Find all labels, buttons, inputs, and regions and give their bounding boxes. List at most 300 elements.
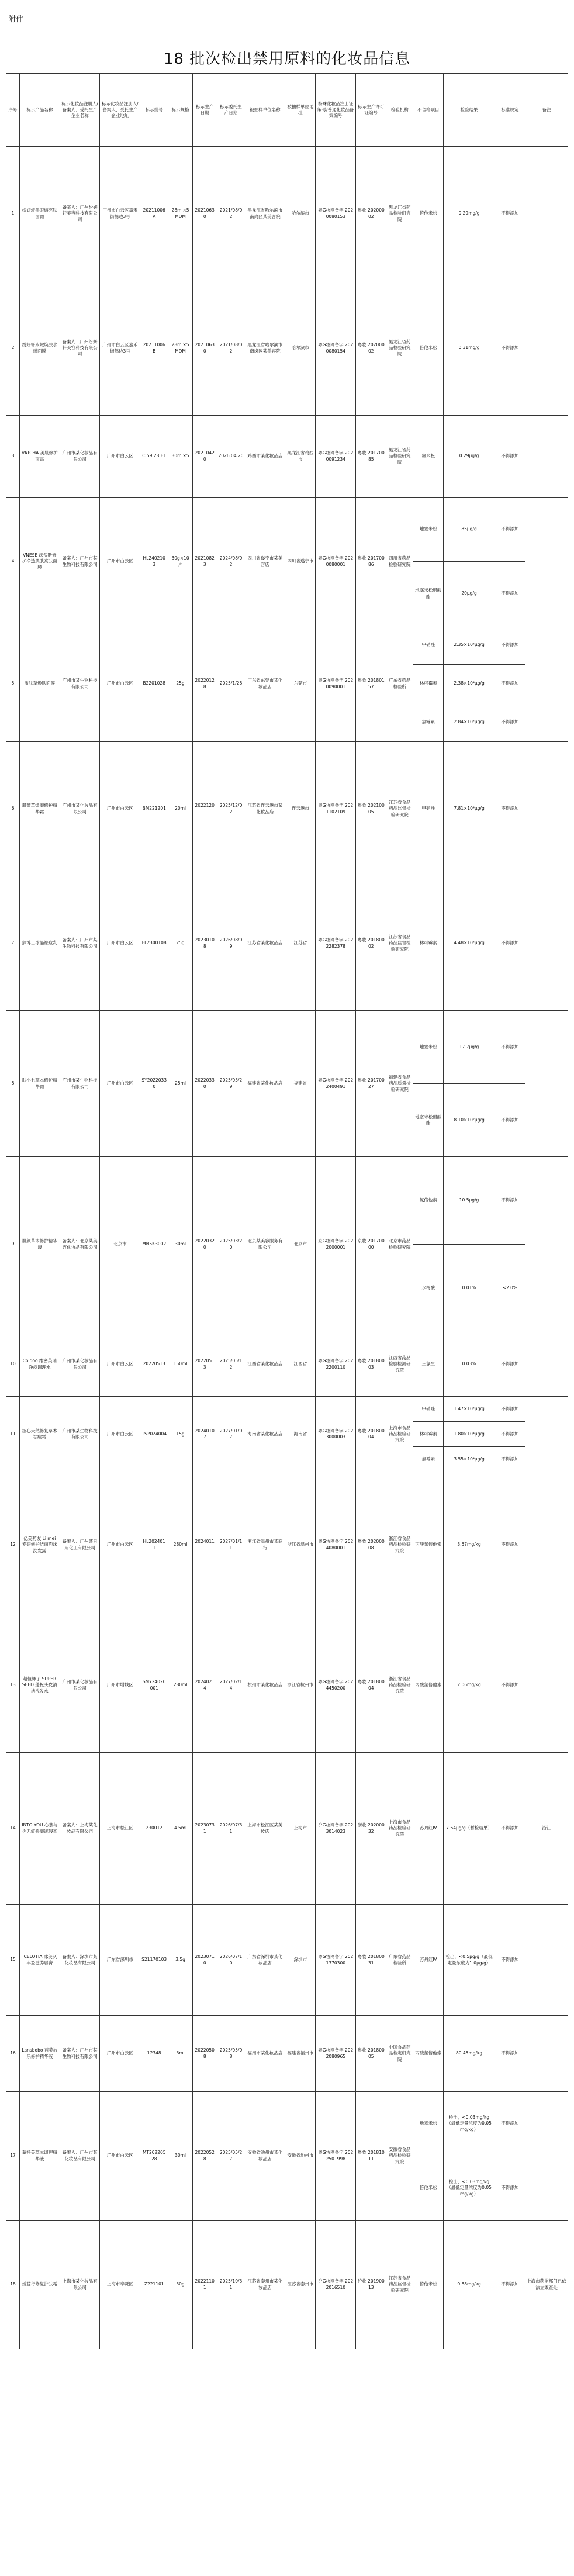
cell-spec: 30g×10片: [168, 498, 193, 626]
cell-sampled: 上海市松江区某美妆店: [245, 1753, 285, 1905]
cell-note: [525, 1397, 568, 1472]
table-row: [6, 2221, 568, 2349]
cell-std: ≤2.0%: [495, 1245, 525, 1332]
cell-note: [525, 498, 568, 626]
cell-note: 上海市药监部门已依法立案查处: [525, 2221, 568, 2349]
cell-address: 广州市白云区嘉禾街鹤边3号: [100, 281, 140, 416]
cell-company: 备案人：广州市某生物科技有限公司: [60, 876, 100, 1011]
cell-company: 广州市某生物科技有限公司: [60, 1397, 100, 1472]
cell-address: 上海市松江区: [100, 1753, 140, 1905]
cell-std: 不得添加: [495, 1011, 525, 1084]
cell-entrust-date: 2026.04.20: [217, 416, 245, 498]
cell-name: INTO YOU 心慕与你无痕修颜遮瑕膏: [19, 1753, 60, 1905]
cell-license: 粤妆 20180003: [356, 1332, 386, 1397]
cell-no: 9: [6, 1157, 20, 1332]
cell-note: [525, 1472, 568, 1618]
column-header: 备注: [525, 74, 568, 147]
cell-no: 7: [6, 876, 20, 1011]
cell-result: 检出，<0.03mg/kg（最低定量浓度为0.05mg/kg）: [444, 2092, 495, 2156]
cell-reg-no: 粤G妆网备字 2020080154: [316, 281, 356, 416]
table-row: [6, 281, 568, 416]
cell-item: 倍他米松: [413, 2221, 444, 2349]
cell-sampled-addr: 江苏省: [285, 876, 316, 1011]
cell-note: [525, 626, 568, 742]
cell-spec: 28ml×5 MDM: [168, 281, 193, 416]
cell-sampled-addr: 东莞市: [285, 626, 316, 742]
cell-company: 广州市某生物科技有限公司: [60, 626, 100, 742]
cell-sampled: 福建省某化妆品店: [245, 1011, 285, 1157]
cell-spec: 3ml: [168, 2016, 193, 2092]
column-header: 标示批号: [140, 74, 168, 147]
cell-address: 广州市白云区: [100, 416, 140, 498]
cell-note: [525, 416, 568, 498]
cell-entrust-date: 2025/1/28: [217, 626, 245, 742]
cell-prod-date: 20220330: [192, 1011, 217, 1157]
cell-entrust-date: 2025/05/27: [217, 2092, 245, 2221]
cell-no: 13: [6, 1618, 20, 1753]
column-header: 被抽样单位地址: [285, 74, 316, 147]
cell-note: [525, 281, 568, 416]
cell-address: 广州市白云区: [100, 742, 140, 876]
cell-lab: 江西省药品检验检测研究院: [386, 1332, 413, 1397]
cell-prod-date: 20220128: [192, 626, 217, 742]
cell-sampled: 江苏省泰州市某化妆品店: [245, 2221, 285, 2349]
table-row: [6, 1472, 568, 1618]
cell-address: 广州市白云区: [100, 1011, 140, 1157]
cell-sampled: 广东省东莞市某化妆品店: [245, 626, 285, 742]
cell-note: [525, 742, 568, 876]
cell-batch: B2201028: [140, 626, 168, 742]
cell-reg-no: 粤G妆网备字 2024080001: [316, 1472, 356, 1618]
cell-spec: 30ml: [168, 1157, 193, 1332]
cell-note: [525, 1157, 568, 1332]
cell-sampled: 杭州市某化妆品店: [245, 1618, 285, 1753]
cell-address: 广州市增城区: [100, 1618, 140, 1753]
cell-license: 粤妆 20181011: [356, 2092, 386, 2221]
cell-item: 地塞米松: [413, 1011, 444, 1084]
cell-license: 沪妆 20190013: [356, 2221, 386, 2349]
cell-name: 肌蕾草焕颜修护精华霜: [19, 742, 60, 876]
cell-name: 肌颜草本修护精华液: [19, 1157, 60, 1332]
cell-prod-date: 20220528: [192, 2092, 217, 2221]
cell-reg-no: 沪G妆网备字 2022016510: [316, 2221, 356, 2349]
cell-result: 4.48×10⁴μg/g: [444, 876, 495, 1011]
cell-result: 1.47×10⁴μg/g: [444, 1397, 495, 1422]
cell-batch: HL2024011: [140, 1472, 168, 1618]
cell-std: 不得添加: [495, 1084, 525, 1157]
table-row: [6, 147, 568, 281]
cell-std: 不得添加: [495, 2092, 525, 2156]
cell-batch: HL2402103: [140, 498, 168, 626]
cell-no: 12: [6, 1472, 20, 1618]
cell-no: 18: [6, 2221, 20, 2349]
column-header: 序号: [6, 74, 20, 147]
cell-sampled-addr: 江苏省泰州市: [285, 2221, 316, 2349]
cell-item: 倍他米松: [413, 281, 444, 416]
cell-result: 0.01%: [444, 1245, 495, 1332]
table-row: [6, 1905, 568, 2016]
cell-entrust-date: 2027/01/07: [217, 1397, 245, 1472]
cell-batch: SY20220330: [140, 1011, 168, 1157]
column-header: 标示产品名称: [19, 74, 60, 147]
cell-sampled: 安徽省池州市某化妆品店: [245, 2092, 285, 2221]
cell-note: [525, 2016, 568, 2092]
table-row: [6, 416, 568, 498]
cell-item: 丙酸氯倍他索: [413, 2016, 444, 2092]
cell-note: [525, 2092, 568, 2221]
cell-std: 不得添加: [495, 742, 525, 876]
cell-entrust-date: 2024/08/02: [217, 498, 245, 626]
cell-no: 14: [6, 1753, 20, 1905]
cell-reg-no: 沪G妆网备字 2023014023: [316, 1753, 356, 1905]
cell-sampled: 海南省某化妆品店: [245, 1397, 285, 1472]
cell-note: [525, 1905, 568, 2016]
cell-address: 广州市白云区: [100, 1397, 140, 1472]
cell-name: ICELOTIA 冰美沃丰盈滋养唇膏: [19, 1905, 60, 2016]
cell-item: 倍他米松: [413, 2156, 444, 2221]
cell-spec: 4.5ml: [168, 1753, 193, 1905]
cell-address: 北京市: [100, 1157, 140, 1332]
cell-std: 不得添加: [495, 1422, 525, 1447]
cell-company: 上海市某化妆品有限公司: [60, 2221, 100, 2349]
cell-spec: 280ml: [168, 1618, 193, 1753]
cell-note: [525, 147, 568, 281]
cell-entrust-date: 2025/12/02: [217, 742, 245, 876]
table-body: [6, 147, 568, 2349]
cell-std: 不得添加: [495, 876, 525, 1011]
cell-batch: TS2024004: [140, 1397, 168, 1472]
cell-name: Lansbobo 蓝芙波乐修护精华液: [19, 2016, 60, 2092]
cell-sampled-addr: 福建省: [285, 1011, 316, 1157]
cell-sampled: 黑龙江省哈尔滨市南岗区某美容院: [245, 147, 285, 281]
cell-license: 粤妆 20210005: [356, 742, 386, 876]
cell-entrust-date: 2026/07/31: [217, 1753, 245, 1905]
cell-prod-date: 20210630: [192, 147, 217, 281]
cell-item: 氯倍他索: [413, 1157, 444, 1245]
cell-sampled-addr: 哈尔滨市: [285, 147, 316, 281]
cell-item: 林可霉素: [413, 665, 444, 703]
cell-spec: 15g: [168, 1397, 193, 1472]
cell-name: 亿美药友 Li mei 专研修护洁面泡沫洗发露: [19, 1472, 60, 1618]
table-row: [6, 742, 568, 876]
cell-result: 检出，<0.5μg/g（最低定量浓度为1.0μg/g）: [444, 1905, 495, 2016]
cell-batch: 20220513: [140, 1332, 168, 1397]
table-row: [6, 1157, 568, 1245]
cell-reg-no: 粤G妆网备字 2021102109: [316, 742, 356, 876]
cell-no: 16: [6, 2016, 20, 2092]
cell-license: 粤妆 20170086: [356, 498, 386, 626]
cell-result: 0.29mg/g: [444, 147, 495, 281]
cell-spec: 25g: [168, 626, 193, 742]
column-header: 标示生产日期: [192, 74, 217, 147]
cell-license: 粤妆 20180157: [356, 626, 386, 742]
cell-lab: 江苏省食品药品监督检验研究院: [386, 742, 413, 876]
cell-address: 广东省深圳市: [100, 1905, 140, 2016]
cell-std: 不得添加: [495, 2016, 525, 2092]
cell-prod-date: 20210420: [192, 416, 217, 498]
table-header-row: [6, 74, 568, 147]
cell-item: 地塞米松: [413, 2092, 444, 2156]
cell-item: 地塞米松: [413, 498, 444, 562]
cell-std: 不得添加: [495, 1447, 525, 1472]
cell-batch: FL2300108: [140, 876, 168, 1011]
cell-prod-date: 20220320: [192, 1157, 217, 1332]
cell-sampled: 江苏省某化妆品店: [245, 876, 285, 1011]
cell-prod-date: 20240111: [192, 1472, 217, 1618]
cell-item: 甲硝唑: [413, 742, 444, 876]
column-header: 标准规定: [495, 74, 525, 147]
cell-sampled: 鸡西市某化妆品店: [245, 416, 285, 498]
cell-name: 熊博士冰晶祛痘乳: [19, 876, 60, 1011]
cell-address: 广州市白云区: [100, 2092, 140, 2221]
cell-name: 超值柿子 SUPER SEED 蓬松头皮清洁洗发水: [19, 1618, 60, 1753]
cell-lab: 黑龙江省药品检验研究院: [386, 416, 413, 498]
cell-reg-no: 粤G妆网备字 2022080965: [316, 2016, 356, 2092]
cell-note: [525, 1618, 568, 1753]
cell-sampled-addr: 四川省遂宁市: [285, 498, 316, 626]
cell-result: 20μg/g: [444, 562, 495, 626]
cell-reg-no: 粤G妆网备字 2024450200: [316, 1618, 356, 1753]
cell-std: 不得添加: [495, 1332, 525, 1397]
cell-batch: 20211006A: [140, 147, 168, 281]
cell-result: 3.55×10⁴μg/g: [444, 1447, 495, 1472]
cell-entrust-date: 2026/08/09: [217, 876, 245, 1011]
cell-name: 蒙特美草本调理精华液: [19, 2092, 60, 2221]
cell-result: 85μg/g: [444, 498, 495, 562]
cell-batch: SMY24020001: [140, 1618, 168, 1753]
cell-sampled-addr: 深圳市: [285, 1905, 316, 2016]
cell-batch: BM221201: [140, 742, 168, 876]
cell-entrust-date: 2021/08/02: [217, 147, 245, 281]
cell-item: 水杨酸: [413, 1245, 444, 1332]
cell-item: 丙酸氯倍他索: [413, 1472, 444, 1618]
column-header: 标示生产许可证编号: [356, 74, 386, 147]
cell-lab: 上海市食品药品检验研究院: [386, 1397, 413, 1472]
column-header: 不合格项目: [413, 74, 444, 147]
cell-reg-no: 粤G妆网备字 2020090001: [316, 626, 356, 742]
cell-reg-no: 粤G妆网备字 2022501998: [316, 2092, 356, 2221]
cell-no: 11: [6, 1397, 20, 1472]
cell-entrust-date: 2025/03/29: [217, 1011, 245, 1157]
cell-no: 8: [6, 1011, 20, 1157]
cosmetics-table: [6, 73, 568, 2349]
cell-sampled: 黑龙江省哈尔滨市南岗区某美容院: [245, 281, 285, 416]
cell-company: 广州市某化妆品有限公司: [60, 416, 100, 498]
cell-std: 不得添加: [495, 562, 525, 626]
cell-result: 3.57mg/kg: [444, 1472, 495, 1618]
cell-spec: 150ml: [168, 1332, 193, 1397]
cell-result: 80.45mg/kg: [444, 2016, 495, 2092]
cell-lab: 江苏省食品药品监督检验研究院: [386, 2221, 413, 2349]
cell-batch: S21170103: [140, 1905, 168, 2016]
cell-address: 广州市白云区: [100, 626, 140, 742]
cell-std: 不得添加: [495, 498, 525, 562]
cell-reg-no: 粤G妆网备字 2020080001: [316, 498, 356, 626]
cell-note: 浙江: [525, 1753, 568, 1905]
table-row: [6, 876, 568, 1011]
cell-no: 1: [6, 147, 20, 281]
cell-reg-no: 京G妆网备字 2022000001: [316, 1157, 356, 1332]
cell-prod-date: 20240214: [192, 1618, 217, 1753]
cell-reg-no: 粤G妆网备字 2022400491: [316, 1011, 356, 1157]
cell-address: 广州市白云区: [100, 2016, 140, 2092]
cell-sampled: 福州市某化妆品店: [245, 2016, 285, 2092]
cell-sampled-addr: 江西省: [285, 1332, 316, 1397]
cell-sampled: 北京某美容服务有限公司: [245, 1157, 285, 1332]
cell-license: 浙妆 20200032: [356, 1753, 386, 1905]
cell-result: 0.88mg/kg: [444, 2221, 495, 2349]
cell-company: 备案人：广州市某生物科技有限公司: [60, 2016, 100, 2092]
cell-item: 倍他米松: [413, 147, 444, 281]
cell-spec: 25ml: [168, 1011, 193, 1157]
column-header: 检验结果: [444, 74, 495, 147]
cell-name: 娇蕊行修复护肤霜: [19, 2221, 60, 2349]
cell-reg-no: 粤G妆网备字 2020080153: [316, 147, 356, 281]
cell-spec: 280ml: [168, 1472, 193, 1618]
cell-reg-no: 粤G妆网备字 2022200110: [316, 1332, 356, 1397]
cell-license: 粤妆 20170027: [356, 1011, 386, 1157]
cell-no: 15: [6, 1905, 20, 2016]
cell-item: 苏丹红Ⅳ: [413, 1753, 444, 1905]
cell-license: 粤妆 20180005: [356, 2016, 386, 2092]
cell-company: 备案人：广州市某化妆品有限公司: [60, 2092, 100, 2221]
cell-entrust-date: 2027/01/11: [217, 1472, 245, 1618]
cell-lab: 浙江省食品药品检验研究院: [386, 1618, 413, 1753]
cell-reg-no: 粤G妆网备字 2020091234: [316, 416, 356, 498]
cell-no: 5: [6, 626, 20, 742]
cell-prod-date: 20230731: [192, 1753, 217, 1905]
cell-result: 17.7μg/g: [444, 1011, 495, 1084]
cell-batch: 230012: [140, 1753, 168, 1905]
cell-no: 2: [6, 281, 20, 416]
cell-entrust-date: 2025/10/31: [217, 2221, 245, 2349]
cell-batch: 20211006B: [140, 281, 168, 416]
cell-sampled: 江苏省连云港市某化妆品店: [245, 742, 285, 876]
cell-spec: 28ml×5 MDM: [168, 147, 193, 281]
cell-prod-date: 20230710: [192, 1905, 217, 2016]
cell-lab: 四川省药品检验研究院: [386, 498, 413, 626]
cell-item: 三氯生: [413, 1332, 444, 1397]
cell-std: 不得添加: [495, 626, 525, 665]
cell-address: 广州市白云区: [100, 498, 140, 626]
cell-entrust-date: 2025/05/12: [217, 1332, 245, 1397]
cell-std: 不得添加: [495, 2156, 525, 2221]
cell-std: 不得添加: [495, 703, 525, 742]
table-row: [6, 1753, 568, 1905]
cell-batch: MN5K3002: [140, 1157, 168, 1332]
cell-sampled: 四川省遂宁市某美容店: [245, 498, 285, 626]
cell-license: 粤妆 20200002: [356, 281, 386, 416]
cell-entrust-date: 2026/07/10: [217, 1905, 245, 2016]
cell-lab: 江苏省食品药品监督检验研究院: [386, 876, 413, 1011]
cell-name: Coidoo 维密芙瑞净痘调理水: [19, 1332, 60, 1397]
cell-reg-no: 粤G妆网备字 2021370300: [316, 1905, 356, 2016]
cell-entrust-date: 2027/02/14: [217, 1618, 245, 1753]
cell-name: 纷妍轩美眼熔亮肤面霜: [19, 147, 60, 281]
cell-result: 检出，<0.03mg/kg（最低定量浓度为0.05mg/kg）: [444, 2156, 495, 2221]
cell-sampled-addr: 黑龙江省鸡西市: [285, 416, 316, 498]
cell-note: [525, 1011, 568, 1157]
cell-result: 0.03%: [444, 1332, 495, 1397]
cell-std: 不得添加: [495, 1397, 525, 1422]
cell-spec: 20ml: [168, 742, 193, 876]
cell-lab: 广东省药品检验所: [386, 1905, 413, 2016]
cell-address: 广州市白云区嘉禾街鹤边3号: [100, 147, 140, 281]
cell-item: 甲硝唑: [413, 626, 444, 665]
cell-license: 粤妆 20200002: [356, 147, 386, 281]
cell-reg-no: 粤G妆网备字 2023000003: [316, 1397, 356, 1472]
cell-company: 备案人：上海某化妆品有限公司: [60, 1753, 100, 1905]
cell-company: 备案人：广州纷妍轩美容科技有限公司: [60, 147, 100, 281]
cell-batch: 12348: [140, 2016, 168, 2092]
table-row: [6, 626, 568, 665]
cell-lab: 上海市食品药品检验研究院: [386, 1753, 413, 1905]
cell-company: 备案人：广州市某生物科技有限公司: [60, 498, 100, 626]
cell-result: 2.06mg/kg: [444, 1618, 495, 1753]
cell-std: 不得添加: [495, 665, 525, 703]
cell-note: [525, 876, 568, 1011]
cell-company: 广州市某化妆品有限公司: [60, 742, 100, 876]
cell-license: 粤妆 20200008: [356, 1472, 386, 1618]
table-row: [6, 2016, 568, 2092]
cell-name: 涩心天然修复草本祛痘霜: [19, 1397, 60, 1472]
cell-result: 7.81×10⁴μg/g: [444, 742, 495, 876]
cell-result: 2.35×10⁴μg/g: [444, 626, 495, 665]
cell-spec: 30g: [168, 2221, 193, 2349]
cell-lab: 安徽省食品药品检验研究院: [386, 2092, 413, 2221]
cell-company: 备案人：广州纷妍轩美容科技有限公司: [60, 281, 100, 416]
cell-item: 地塞米松醋酸酯: [413, 1084, 444, 1157]
cell-result: 8.10×10²μg/g: [444, 1084, 495, 1157]
cell-lab: 黑龙江省药品检验研究院: [386, 147, 413, 281]
column-header: 标示化妆品注册人/备案人、受托生产企业地址: [100, 74, 140, 147]
table-row: [6, 1332, 568, 1397]
cell-license: 京妆 20170000: [356, 1157, 386, 1332]
cell-sampled-addr: 上海市: [285, 1753, 316, 1905]
cell-lab: 黑龙江省药品检验研究院: [386, 281, 413, 416]
cell-item: 氯霉素: [413, 703, 444, 742]
column-header: 被抽样单位名称: [245, 74, 285, 147]
cell-no: 6: [6, 742, 20, 876]
cell-no: 3: [6, 416, 20, 498]
cell-std: 不得添加: [495, 2221, 525, 2349]
cell-prod-date: 20230108: [192, 876, 217, 1011]
cell-sampled-addr: 哈尔滨市: [285, 281, 316, 416]
document-title: 18 批次检出禁用原料的化妆品信息: [163, 50, 411, 68]
cell-license: 粤妆 20180031: [356, 1905, 386, 2016]
cell-batch: MT20220528: [140, 2092, 168, 2221]
table-row: [6, 498, 568, 562]
cell-lab: 浙江省食品药品检验研究院: [386, 1472, 413, 1618]
cell-std: 不得添加: [495, 1905, 525, 2016]
cell-prod-date: 20220508: [192, 2016, 217, 2092]
cell-prod-date: 20221201: [192, 742, 217, 876]
cell-address: 上海市奉贤区: [100, 2221, 140, 2349]
cell-std: 不得添加: [495, 147, 525, 281]
cell-sampled: 江西省某化妆品店: [245, 1332, 285, 1397]
cell-spec: 30ml: [168, 2092, 193, 2221]
column-header: 标示规格: [168, 74, 193, 147]
cell-prod-date: 20220513: [192, 1332, 217, 1397]
cell-result: 2.38×10⁴μg/g: [444, 665, 495, 703]
cell-result: 7.64μg/g（暂检结果）: [444, 1753, 495, 1905]
cell-lab: 中国食品药品检定研究院: [386, 2016, 413, 2092]
cell-sampled-addr: 浙江省温州市: [285, 1472, 316, 1618]
cell-item: 苏丹红Ⅳ: [413, 1905, 444, 2016]
cell-result: 1.80×10⁴μg/g: [444, 1422, 495, 1447]
cell-item: 地塞米松醋酸酯: [413, 562, 444, 626]
cell-license: 粤妆 20180004: [356, 1618, 386, 1753]
